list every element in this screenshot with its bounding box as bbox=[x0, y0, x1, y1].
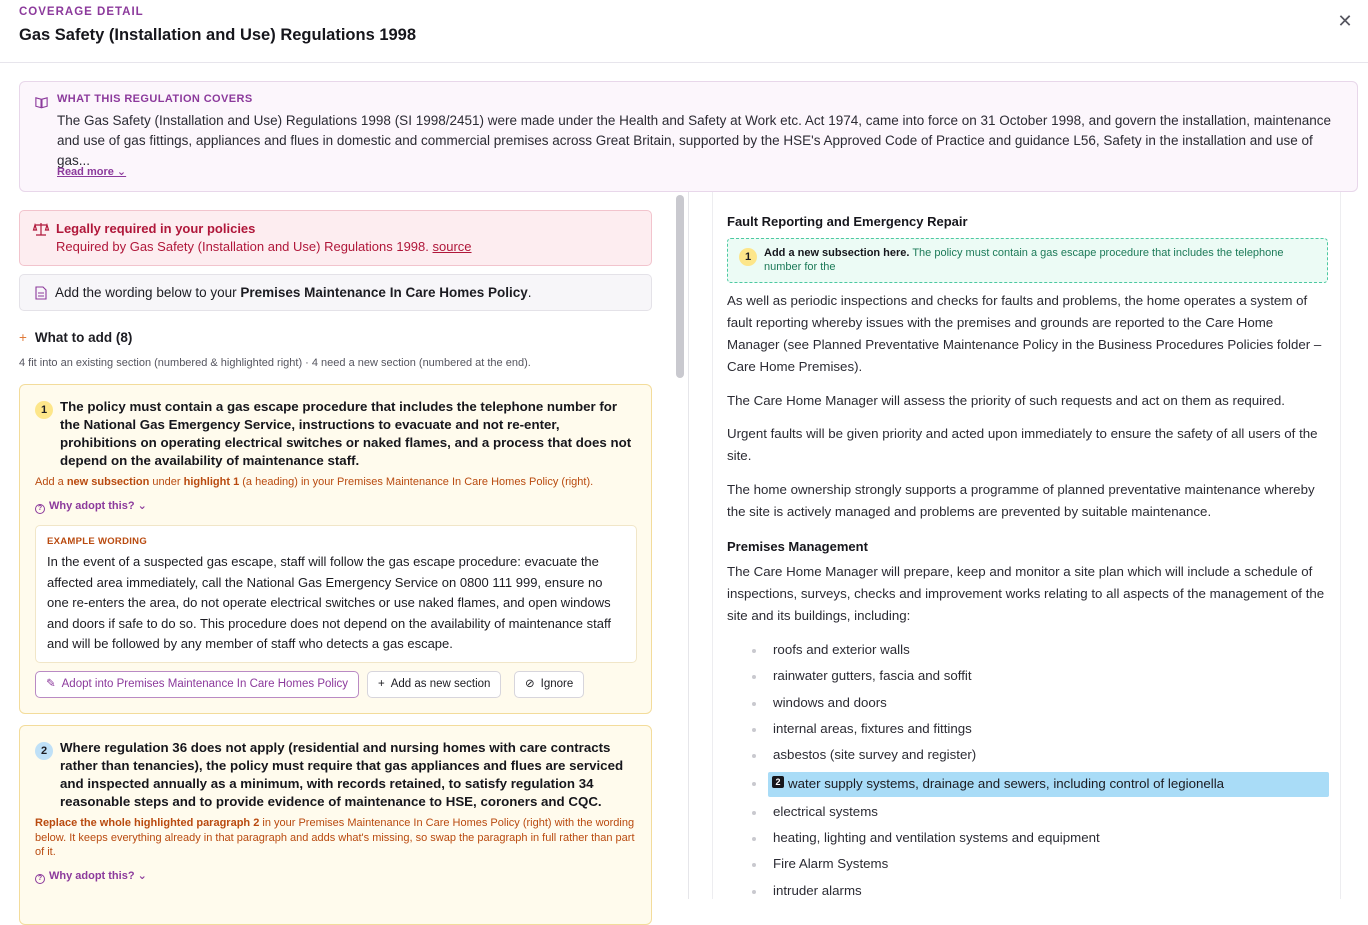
hint-bold: new subsection bbox=[66, 476, 150, 488]
new-subsection-bold: Add a new subsection here. bbox=[764, 247, 910, 259]
legal-required-by bbox=[56, 239, 472, 254]
ignore-label: Ignore bbox=[540, 678, 574, 690]
add-new-section-button[interactable] bbox=[367, 671, 501, 698]
new-subsection-detail: The policy must contain a gas escape procedure that includes the telephone number for the bbox=[764, 247, 1284, 273]
list-item: electrical systems bbox=[773, 804, 878, 819]
list-item: Fire Alarm Systems bbox=[773, 856, 889, 871]
example-wording: In the event of a suspected gas escape, staff will follow the gas escape procedure: evacuate the affected area immediately, call the National Gas Emergency Service on 0800 111 999, ensure no one re-enters the area, do not operate electrical switches or use naked flames, and open windows and doors if safe to do so. This procedure does not depend on the availability of maintenance staff and will be followed by any member of staff who detects a gas escape. bbox=[47, 554, 611, 651]
policy-paragraph: The Care Home Manager will assess the priority of such requests and act on them as required. bbox=[727, 393, 1285, 408]
hint-part: (a heading) in your Premises Maintenance In Care Homes Policy (right). bbox=[239, 476, 594, 488]
question-icon: ? bbox=[35, 874, 45, 884]
bullet bbox=[752, 837, 756, 841]
bullet bbox=[752, 675, 756, 679]
book-icon bbox=[34, 95, 49, 110]
legal-requirement-banner bbox=[19, 210, 652, 266]
bullet bbox=[752, 863, 756, 867]
new-section-label: Add as new section bbox=[390, 678, 491, 690]
list-item: roofs and exterior walls bbox=[773, 642, 910, 657]
requirement-text: Where regulation 36 does not apply (residential and nursing homes with care contracts rather than tenancies), the policy must require that gas appliances and flues are serviced and inspected annually as a minimum, with records retained, to satisfy regulation 34 reasonable steps and to provide evidence of maintenance to HSE, coroners and CQC. bbox=[60, 740, 624, 809]
section-heading: Fault Reporting and Emergency Repair bbox=[727, 214, 968, 229]
eyebrow: COVERAGE DETAIL bbox=[19, 6, 144, 18]
list-item: internal areas, fixtures and fittings bbox=[773, 721, 972, 736]
scale-icon bbox=[33, 222, 49, 236]
list-item: windows and doors bbox=[773, 695, 887, 710]
section-heading: Premises Management bbox=[727, 539, 868, 554]
legal-title: Legally required in your policies bbox=[56, 221, 256, 236]
why-adopt-label: Why adopt this? ⌄ bbox=[49, 500, 147, 512]
why-adopt-toggle[interactable] bbox=[35, 869, 147, 884]
add-prefix: Add the wording below to your bbox=[55, 285, 241, 300]
list-item: heating, lighting and ventilation systems and equipment bbox=[773, 830, 1100, 845]
source-link[interactable]: source bbox=[432, 239, 472, 254]
left-pane[interactable] bbox=[0, 192, 672, 899]
highlight-number-badge: 2 bbox=[772, 776, 784, 788]
list-item: water supply systems, drainage and sewers, including control of legionella bbox=[788, 776, 1225, 791]
list-item: rainwater gutters, fascia and soffit bbox=[773, 668, 972, 683]
hint-part: Add a bbox=[35, 476, 67, 488]
example-wording-box bbox=[35, 525, 637, 663]
plus-icon: + bbox=[378, 678, 385, 690]
modal-header bbox=[0, 0, 1368, 63]
plus-icon: + bbox=[19, 330, 27, 345]
why-adopt-toggle[interactable] bbox=[35, 499, 147, 514]
policy-name: Premises Maintenance In Care Homes Policy bbox=[240, 285, 528, 300]
summary-label: WHAT THIS REGULATION COVERS bbox=[57, 93, 253, 105]
fit-summary: 4 fit into an existing section (numbered & highlighted right) · 4 need a new section (numbered at the end). bbox=[19, 357, 531, 369]
add-suffix: . bbox=[527, 285, 532, 300]
policy-paragraph: The home ownership strongly supports a programme of planned preventative maintenance whereby the site is actively managed and problems are prevented by suitable maintenance. bbox=[727, 482, 1315, 519]
add-wording-text bbox=[55, 285, 532, 300]
new-subsection-text bbox=[764, 246, 1320, 274]
read-more-link[interactable]: Read more ⌄ bbox=[57, 166, 127, 178]
example-label: EXAMPLE WORDING bbox=[47, 536, 148, 547]
bullet bbox=[752, 782, 756, 786]
bullet bbox=[752, 811, 756, 815]
edit-icon: ✎ bbox=[46, 678, 56, 690]
what-to-add-label: What to add (8) bbox=[34, 330, 133, 345]
hint-bold: Replace the whole highlighted paragraph 2 bbox=[35, 817, 260, 829]
required-by-text: Required by Gas Safety (Installation and Use) Regulations 1998. bbox=[56, 239, 433, 254]
adopt-label: Adopt into Premises Maintenance In Care Homes Policy bbox=[61, 678, 348, 690]
new-subsection-marker[interactable] bbox=[727, 238, 1328, 283]
hint-part: under bbox=[149, 476, 184, 488]
add-wording-box bbox=[19, 274, 652, 311]
bullet bbox=[752, 728, 756, 732]
what-to-add-toggle[interactable] bbox=[19, 330, 132, 345]
document-icon bbox=[35, 286, 47, 300]
scrollbar[interactable] bbox=[676, 195, 684, 378]
why-adopt-label: Why adopt this? ⌄ bbox=[49, 870, 147, 882]
list-item: asbestos (site survey and register) bbox=[773, 747, 977, 762]
policy-paragraph: As well as periodic inspections and checks for faults and problems, the home operates a system of fault reporting whereby issues with the premises and grounds are reported to the Care Home Manager (see Planned Preventative Maintenance Policy in the Business Procedures Policies folder – Care Home Premises). bbox=[727, 293, 1322, 374]
eye-off-icon: ⊘ bbox=[525, 678, 535, 690]
card-number-badge: 2 bbox=[35, 742, 53, 760]
summary-text: The Gas Safety (Installation and Use) Regulations 1998 (SI 1998/2451) were made under the Health and Safety at Work etc. Act 1974, came into force on 31 October 1998, and govern the installation, maintenance and use of gas fittings, appliances and flues in domestic and commercial premises across Great Britain, supported by the HSE's Approved Code of Practice and guidance L56, Safety in the installation and use of gas... bbox=[57, 113, 1332, 168]
hint-part: in your Premises Maintenance In Care Homes Policy (right) with the wording below. It keeps everything already in that paragraph and adds what's missing, so swap the paragraph in full rather than part of it. bbox=[35, 817, 635, 858]
placement-hint bbox=[35, 475, 635, 490]
bullet bbox=[752, 890, 756, 894]
bullet bbox=[752, 702, 756, 706]
bullet bbox=[752, 754, 756, 758]
ignore-button[interactable] bbox=[514, 671, 584, 698]
marker-number-badge: 1 bbox=[739, 248, 757, 266]
policy-document-pane[interactable] bbox=[712, 192, 1341, 899]
hint-bold: highlight 1 bbox=[183, 476, 240, 488]
list-item: intruder alarms bbox=[773, 883, 862, 898]
adopt-button[interactable] bbox=[35, 671, 359, 698]
requirement-card-1 bbox=[19, 384, 652, 714]
question-icon: ? bbox=[35, 504, 45, 514]
regulation-summary bbox=[19, 81, 1358, 192]
page-title: Gas Safety (Installation and Use) Regulations 1998 bbox=[19, 26, 417, 44]
card-number-badge: 1 bbox=[35, 401, 53, 419]
pane-divider bbox=[688, 192, 689, 899]
requirement-card-2 bbox=[19, 725, 652, 925]
bullet bbox=[752, 649, 756, 653]
policy-paragraph: Urgent faults will be given priority and acted upon immediately to ensure the safety of all users of the site. bbox=[727, 426, 1318, 463]
highlighted-list-item[interactable] bbox=[768, 772, 1329, 797]
policy-paragraph: The Care Home Manager will prepare, keep and monitor a site plan which will include a schedule of inspections, surveys, checks and improvement works relating to all aspects of the management of the site and its buildings, including: bbox=[727, 564, 1325, 623]
close-icon[interactable]: ✕ bbox=[1337, 11, 1353, 31]
requirement-text: The policy must contain a gas escape procedure that includes the telephone number for the National Gas Emergency Service, instructions to evacuate and not re-enter, prohibitions on operating electrical switches or naked flames, and a process that does not depend on the availability of maintenance staff. bbox=[60, 399, 632, 468]
placement-hint bbox=[35, 816, 635, 860]
